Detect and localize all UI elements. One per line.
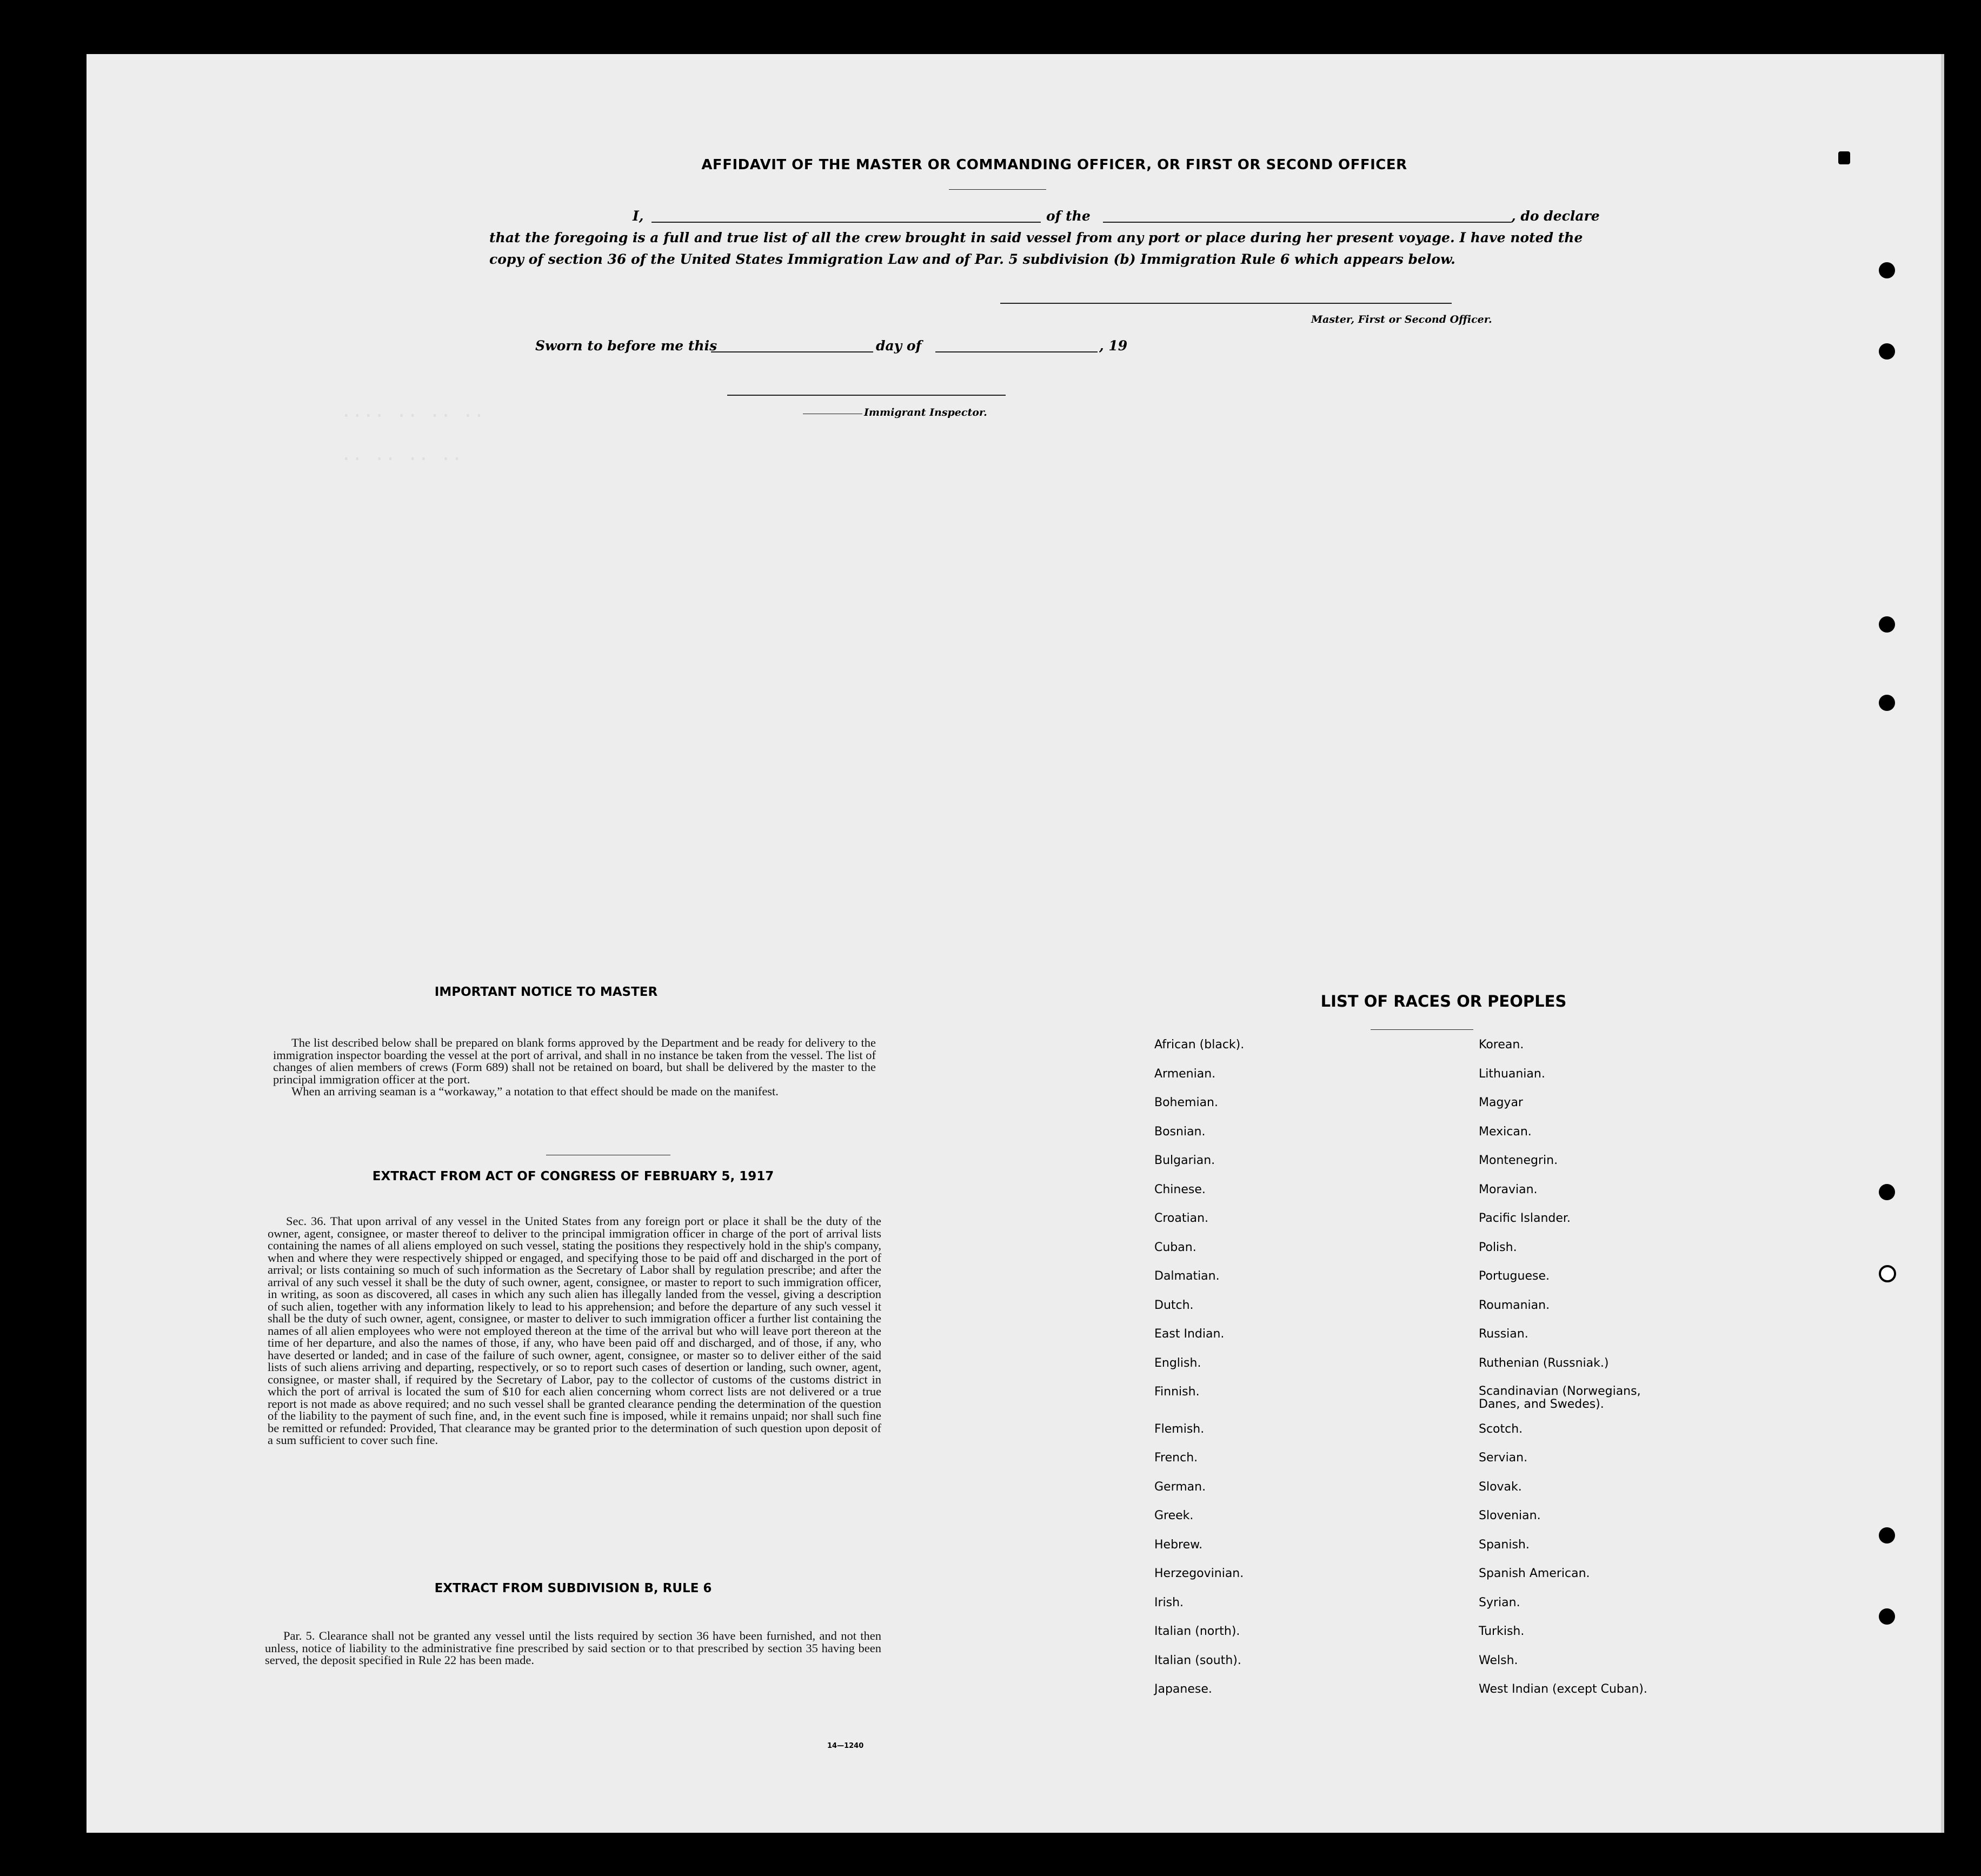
bleed-through-text: .... .. .. .. .. .. .. .. — [341, 400, 485, 465]
vessel-name-line[interactable] — [1103, 222, 1511, 223]
race-item: English. — [1154, 1356, 1201, 1370]
affiant-name-line[interactable] — [652, 222, 1041, 223]
punch-hole — [1879, 343, 1895, 360]
race-item: African (black). — [1154, 1038, 1245, 1052]
race-item: West Indian (except Cuban). — [1479, 1682, 1647, 1696]
race-item: Bohemian. — [1154, 1096, 1218, 1109]
punch-hole — [1879, 262, 1895, 278]
race-item: Welsh. — [1479, 1653, 1518, 1667]
race-item: Spanish. — [1479, 1538, 1530, 1552]
race-item: Bulgarian. — [1154, 1154, 1215, 1167]
race-item: Korean. — [1479, 1038, 1524, 1052]
race-item: Scandinavian (Norwegians, Danes, and Swedes). — [1479, 1385, 1641, 1411]
binder-clip — [1838, 151, 1850, 164]
master-signature-line[interactable] — [1000, 303, 1452, 304]
punch-hole — [1879, 1184, 1895, 1200]
punch-hole — [1879, 1608, 1895, 1625]
title-divider — [949, 189, 1046, 190]
race-item: Polish. — [1479, 1240, 1517, 1254]
race-item: Hebrew. — [1154, 1538, 1203, 1552]
inspector-label: Immigrant Inspector. — [864, 407, 987, 418]
race-item: Moravian. — [1479, 1182, 1538, 1196]
race-item: Pacific Islander. — [1479, 1212, 1571, 1225]
race-item: Magyar — [1479, 1096, 1523, 1109]
manifest-page — [87, 54, 1944, 1833]
race-item: Bosnian. — [1154, 1125, 1206, 1139]
section-36-text: Sec. 36. That upon arrival of any vessel in the United States from any foreign port or place it shall be the duty of the owner, agent, consignee, or master thereof to deliver to the principal immigration officer in charge of the port of arrival lists containing the names of all aliens employed on such vessel, stating the positions they respectively hold in the ship's company, when and where they were respectively shipped or engaged, and specifying those to be paid off and discharged in the port of arrival; or lists containing so much of such information as the Secretary of Labor shall by regulation prescribe; and after the arrival of any such vessel it shall be the duty of such owner, agent, consignee, or master to report to such immigration officer, in writing, as soon as discovered, all cases in which any such alien has illegally landed from the vessel, giving a description of such alien, together with any information likely to lead to his apprehension; and before the departure of any such vessel it shall be the duty of such owner, agent, consignee, or master to deliver to such immigration officer a further list containing the names of all alien employees who were not employed thereon at the time of the arrival but who will leave port thereon at the time of her departure, and also the names of those, if any, who have been paid off and discharged, and of those, if any, who have deserted or landed; and in case of the failure of such owner, agent, consignee, or master so to deliver either of the said lists of such aliens arriving and departing, respectively, or so to report such cases of desertion or landing, such owner, agent, consignee, or master shall, if required by the Secretary of Labor, pay to the collector of customs of the customs district in which the port of arrival is located the sum of $10 for each alien concerning whom correct lists are not delivered or a true report is not made as above required; and no such vessel shall be granted clearance pending the determination of the question of the liability to the payment of such fine, and, in the event such fine is imposed, while it remains unpaid; nor shall such fine be remitted or refunded: Provided, That clearance may be granted prior to the determination of such question upon deposit of a sum sufficient to cover such fine. — [268, 1214, 881, 1447]
race-item: East Indian. — [1154, 1327, 1225, 1341]
rule-extract-body — [265, 1630, 881, 1667]
race-item: Chinese. — [1154, 1182, 1206, 1196]
race-item: Irish. — [1154, 1595, 1184, 1609]
race-item: Roumanian. — [1479, 1298, 1550, 1312]
race-item: Italian (north). — [1154, 1625, 1240, 1638]
master-signature-label: Master, First or Second Officer. — [1311, 314, 1492, 325]
race-item: Cuban. — [1154, 1240, 1196, 1254]
day-of-label: day of — [876, 338, 922, 354]
affidavit-title: AFFIDAVIT OF THE MASTER OR COMMANDING OFFICER, OR FIRST OR SECOND OFFICER — [701, 157, 1407, 173]
race-item: Dutch. — [1154, 1298, 1194, 1312]
race-item: German. — [1154, 1480, 1206, 1494]
inspector-signature-line[interactable] — [727, 395, 1006, 396]
races-divider — [1371, 1029, 1473, 1030]
year-label: , 19 — [1099, 338, 1128, 354]
race-item: French. — [1154, 1451, 1198, 1465]
notice-paragraph: The list described below shall be prepared on blank forms approved by the Department and be ready for delivery to the immigration inspector boarding the vessel at the port of arrival, and shall in no instance be taken from the vessel. The list of changes of alien members of crews (Form 689) shall not be retained on board, but shall be delivered by the master to the principal immigration officer at the port. — [273, 1036, 876, 1086]
sworn-month-line[interactable] — [935, 351, 1098, 352]
race-item: Greek. — [1154, 1509, 1194, 1522]
rule-extract-title: EXTRACT FROM SUBDIVISION B, RULE 6 — [434, 1581, 712, 1595]
punch-hole — [1879, 1265, 1896, 1282]
do-declare-label: , do declare — [1511, 208, 1600, 224]
races-title: LIST OF RACES OR PEOPLES — [1320, 992, 1567, 1010]
race-item: Herzegovinian. — [1154, 1567, 1244, 1580]
notice-paragraph: When an arriving seaman is a “workaway,” a notation to that effect should be made on the manifest. — [291, 1085, 779, 1098]
race-item: Slovak. — [1479, 1480, 1522, 1494]
form-number: 14—1240 — [827, 1742, 864, 1750]
declaration-text: that the foregoing is a full and true list of all the crew brought in said vessel from any port or place during her present voyage. I have noted the copy of section 36 of the United States Immigration Law and of Par. 5 subdivision (b) Immigration Rule 6 which appears below. — [489, 230, 1583, 267]
race-item: Finnish. — [1154, 1385, 1200, 1399]
race-item: Turkish. — [1479, 1625, 1525, 1638]
race-item: Croatian. — [1154, 1212, 1209, 1225]
of-the-label: of the — [1046, 208, 1091, 224]
act-extract-title: EXTRACT FROM ACT OF CONGRESS OF FEBRUARY 5, 1917 — [372, 1169, 774, 1183]
race-item: Spanish American. — [1479, 1567, 1590, 1580]
race-item: Armenian. — [1154, 1067, 1216, 1081]
race-item: Italian (south). — [1154, 1653, 1241, 1667]
affiant-i-label: I, — [633, 208, 644, 224]
punch-hole — [1879, 616, 1895, 633]
race-item: Japanese. — [1154, 1682, 1212, 1696]
race-item: Dalmatian. — [1154, 1269, 1220, 1283]
par-5-text: Par. 5. Clearance shall not be granted any vessel until the lists required by section 36 have been furnished, and not then unless, notice of liability to the administrative fine prescribed by said section or to that prescribed by section 35 having been served, the deposit specified in Rule 22 has been made. — [265, 1629, 881, 1667]
race-item: Servian. — [1479, 1451, 1528, 1465]
notice-title: IMPORTANT NOTICE TO MASTER — [434, 985, 658, 999]
act-extract-body — [268, 1215, 881, 1447]
sworn-prefix-label: Sworn to before me this — [535, 338, 717, 354]
punch-hole — [1879, 1527, 1895, 1544]
race-item: Ruthenian (Russniak.) — [1479, 1356, 1609, 1370]
race-item: Portuguese. — [1479, 1269, 1550, 1283]
race-item: Syrian. — [1479, 1595, 1520, 1609]
race-item: Flemish. — [1154, 1422, 1205, 1436]
notice-body — [273, 1037, 876, 1098]
race-item: Slovenian. — [1479, 1509, 1541, 1522]
race-item: Mexican. — [1479, 1125, 1532, 1139]
race-item: Montenegrin. — [1479, 1154, 1558, 1167]
race-item: Scotch. — [1479, 1422, 1523, 1436]
race-item: Russian. — [1479, 1327, 1528, 1341]
race-item: Lithuanian. — [1479, 1067, 1545, 1081]
sworn-day-line[interactable] — [711, 351, 873, 352]
punch-hole — [1879, 695, 1895, 711]
